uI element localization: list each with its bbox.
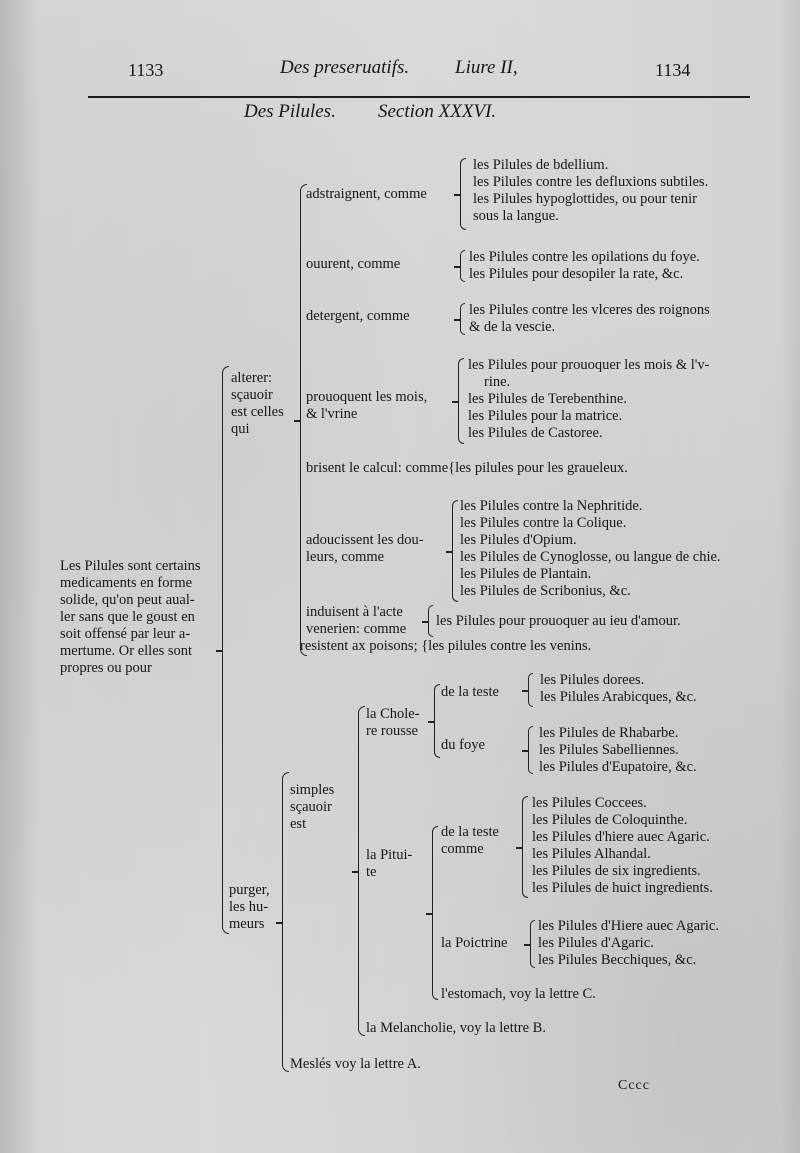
- intro-line: propres ou pour: [60, 660, 152, 676]
- list-item: les Pilules Coccees.: [532, 795, 647, 811]
- list-item: les Pilules pour prouoquer les mois & l'v-: [468, 357, 710, 373]
- list-item: les Pilules de Cynoglosse, ou langue de chie.: [460, 549, 721, 565]
- prouoquent-brace: [458, 358, 464, 444]
- list-item: rine.: [484, 374, 511, 390]
- intro-line: Les Pilules sont certains: [60, 558, 201, 574]
- cholere-label: la Chole-: [366, 706, 420, 722]
- list-item: les Pilules dorees.: [540, 672, 645, 688]
- simples-label: est: [290, 816, 307, 832]
- simples-label: sçauoir: [290, 799, 332, 815]
- prouoquent-label: prouoquent les mois,: [306, 389, 428, 405]
- list-item: les Pilules de Plantain.: [460, 566, 592, 582]
- list-item: les Pilules contre les defluxions subtiles.: [473, 174, 709, 190]
- intro-line: ler sans que le goust en: [60, 609, 195, 625]
- poictrine-brace: [530, 920, 535, 968]
- purger-brace: [282, 772, 289, 1072]
- list-item: les Pilules de Coloquinthe.: [532, 812, 688, 828]
- list-item: les Pilules d'Agaric.: [538, 935, 654, 951]
- brisent-line: brisent le calcul: comme{les pilules pour les graueleux.: [306, 460, 628, 476]
- simples-label: simples: [290, 782, 335, 798]
- list-item: sous la langue.: [473, 208, 559, 224]
- list-item: les Pilules hypoglottides, ou pour tenir: [473, 191, 697, 207]
- poictrine-label: la Poictrine: [441, 935, 508, 951]
- detergent-label: detergent, comme: [306, 308, 410, 324]
- list-item: les Pilules de six ingredients.: [532, 863, 701, 879]
- book-label: Liure II,: [455, 57, 518, 78]
- ouurent-label: ouurent, comme: [306, 256, 401, 272]
- adoucissent-brace: [452, 500, 458, 602]
- pituite-brace: [432, 826, 438, 1000]
- list-item: les Pilules de Terebenthine.: [468, 391, 627, 407]
- cholere-teste-label: de la teste: [441, 684, 499, 700]
- list-item: les Pilules de bdellium.: [473, 157, 609, 173]
- main-brace: [222, 366, 229, 934]
- intro-line: medicaments en forme: [60, 575, 193, 591]
- mesles-line: Meslés voy la lettre A.: [290, 1056, 421, 1072]
- cholere-foye-label: du foye: [441, 737, 485, 753]
- induisent-label: induisent à l'acte: [306, 604, 403, 620]
- list-item: les Pilules contre la Nephritide.: [460, 498, 643, 514]
- ouurent-brace: [460, 250, 465, 282]
- list-item: les Pilules d'Hiere auec Agaric.: [538, 918, 719, 934]
- pituite-teste-brace: [522, 796, 528, 898]
- list-item: les Pilules d'Eupatoire, &c.: [539, 759, 697, 775]
- alterer-label: est celles: [231, 404, 284, 420]
- pituite-label: la Pitui-: [366, 847, 413, 863]
- list-item: les Pilules Becchiques, &c.: [538, 952, 697, 968]
- induisent-label: venerien: comme: [306, 621, 407, 637]
- list-item: les Pilules de Castoree.: [468, 425, 603, 441]
- detergent-brace: [460, 303, 465, 335]
- list-item: les Pilules Arabicques, &c.: [540, 689, 697, 705]
- cholere-teste-brace: [528, 673, 533, 707]
- list-item: les Pilules de Scribonius, &c.: [460, 583, 631, 599]
- simples-brace: [358, 706, 365, 1036]
- cholere-brace: [434, 684, 440, 758]
- section-title: Des Pilules.: [244, 101, 336, 122]
- page-number-left: 1133: [128, 60, 164, 80]
- alterer-label: qui: [231, 421, 250, 437]
- list-item: les Pilules contre les opilations du foye.: [469, 249, 700, 265]
- purger-label: les hu-: [229, 899, 269, 915]
- resistent-line: resistent ax poisons; {les pilules contre les venins.: [300, 638, 592, 654]
- section-number: Section XXXVI.: [378, 101, 497, 122]
- estomach-line: l'estomach, voy la lettre C.: [441, 986, 596, 1002]
- adoucissent-label: leurs, comme: [306, 549, 385, 565]
- pituite-teste-label: comme: [441, 841, 484, 857]
- list-item: les Pilules pour prouoquer au ieu d'amour.: [436, 613, 681, 629]
- intro-line: soit offensé par leur a-: [60, 626, 191, 642]
- purger-label: meurs: [229, 916, 265, 932]
- induisent-brace: [428, 605, 433, 637]
- adstraignent-brace: [460, 158, 466, 230]
- list-item: les Pilules de huict ingredients.: [532, 880, 713, 896]
- list-item: & de la vescie.: [469, 319, 556, 335]
- alterer-label: sçauoir: [231, 387, 273, 403]
- page-number-right: 1134: [655, 60, 691, 80]
- list-item: les Pilules Alhandal.: [532, 846, 651, 862]
- intro-line: mertume. Or elles sont: [60, 643, 193, 659]
- cholere-label: re rousse: [366, 723, 418, 739]
- running-title: Des preseruatifs.: [280, 57, 410, 78]
- list-item: les Pilules contre la Colique.: [460, 515, 627, 531]
- list-item: les Pilules pour desopiler la rate, &c.: [469, 266, 684, 282]
- list-item: les Pilules Sabelliennes.: [539, 742, 679, 758]
- list-item: les Pilules pour la matrice.: [468, 408, 623, 424]
- adstraignent-label: adstraignent, comme: [306, 186, 427, 202]
- signature-mark: Cccc: [618, 1078, 650, 1093]
- alterer-label: alterer:: [231, 370, 273, 386]
- intro-line: solide, qu'on peut aual-: [60, 592, 195, 608]
- prouoquent-label: & l'vrine: [306, 406, 358, 422]
- melancholie-line: la Melancholie, voy la lettre B.: [366, 1020, 546, 1036]
- pituite-teste-label: de la teste: [441, 824, 499, 840]
- pituite-label: te: [366, 864, 377, 880]
- list-item: les Pilules d'Opium.: [460, 532, 577, 548]
- header-rule: [88, 96, 750, 98]
- purger-label: purger,: [229, 882, 270, 898]
- adoucissent-label: adoucissent les dou-: [306, 532, 424, 548]
- list-item: les Pilules contre les vlceres des roignons: [469, 302, 710, 318]
- cholere-foye-brace: [528, 726, 533, 774]
- list-item: les Pilules d'hiere auec Agaric.: [532, 829, 710, 845]
- list-item: les Pilules de Rhabarbe.: [539, 725, 679, 741]
